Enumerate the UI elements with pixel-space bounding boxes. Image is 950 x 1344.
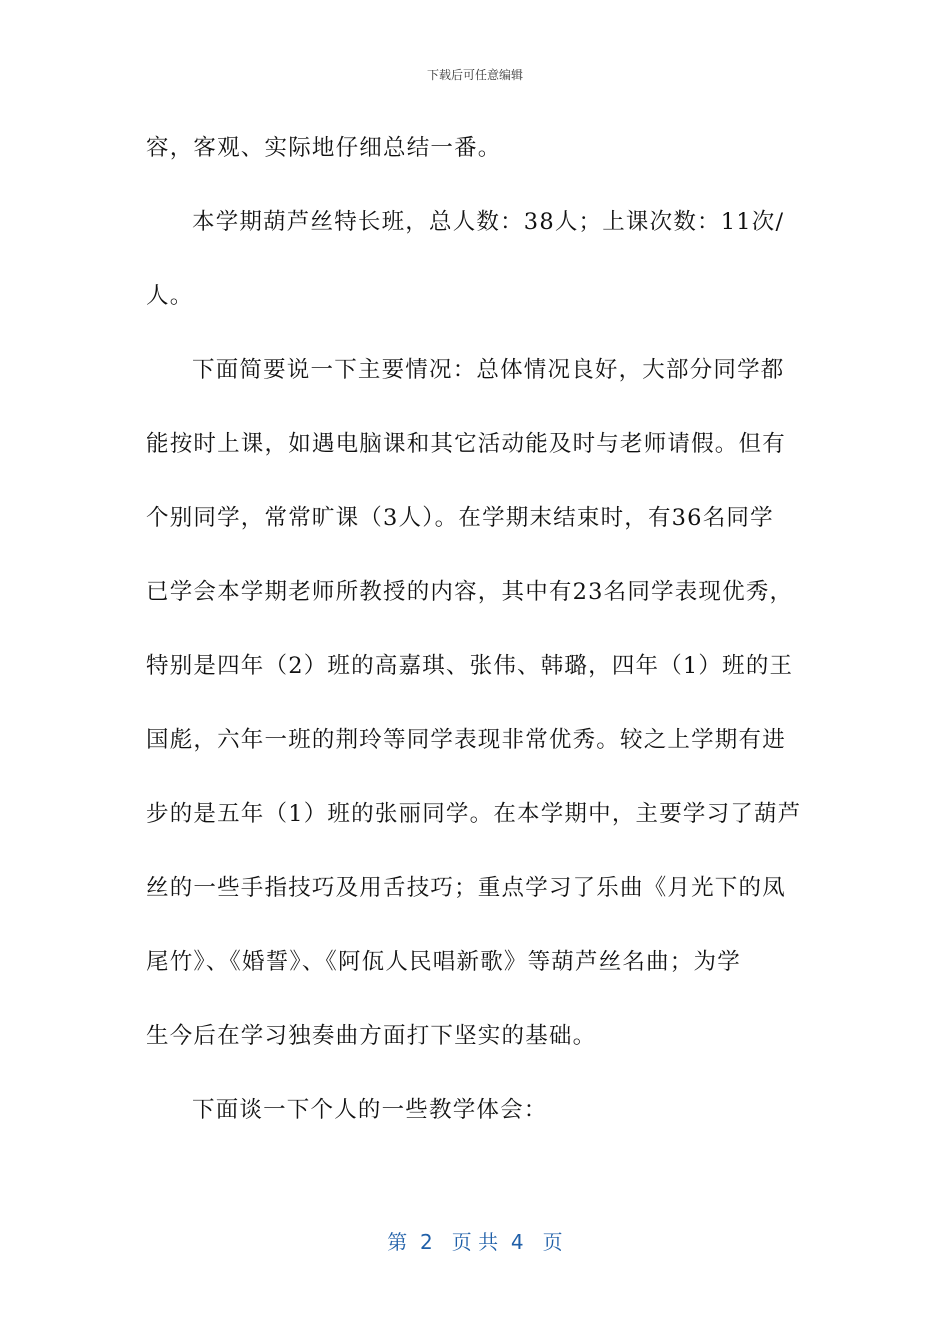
paragraph-line: 能按时上课，如遇电脑课和其它活动能及时与老师请假。但有 bbox=[146, 431, 786, 457]
paragraph-line: 特别是四年（2）班的高嘉琪、张伟、韩璐，四年（1）班的王 bbox=[146, 653, 794, 679]
paragraph-line: 丝的一些手指技巧及用舌技巧；重点学习了乐曲《月光下的凤 bbox=[146, 875, 786, 901]
paragraph-line: 尾竹》、《婚誓》、《阿佤人民唱新歌》等葫芦丝名曲；为学 bbox=[146, 949, 741, 975]
paragraph-line: 已学会本学期老师所教授的内容，其中有23名同学表现优秀， bbox=[146, 579, 794, 605]
page-header: 下载后可任意编辑 bbox=[426, 68, 523, 82]
paragraph-line: 国彪，六年一班的荆玲等同学表现非常优秀。较之上学期有进 bbox=[146, 727, 786, 753]
paragraph-line: 个别同学，常常旷课（3人）。在学期末结束时，有36名同学 bbox=[146, 505, 774, 531]
paragraph-line: 容，客观、实际地仔细总结一番。 bbox=[146, 135, 502, 161]
paragraph-line: 人。 bbox=[146, 283, 194, 309]
paragraph-line: 生今后在学习独奏曲方面打下坚实的基础。 bbox=[146, 1023, 597, 1049]
paragraph-line: 下面简要说一下主要情况：总体情况良好，大部分同学都 bbox=[192, 357, 785, 383]
paragraph-line: 步的是五年（1）班的张丽同学。在本学期中，主要学习了葫芦 bbox=[146, 801, 802, 827]
paragraph-line: 下面谈一下个人的一些教学体会： bbox=[192, 1097, 548, 1123]
paragraph-line: 本学期葫芦丝特长班，总人数：38人；上课次数：11次/ bbox=[192, 209, 785, 235]
page-number-footer: 第 2 页 共 4 页 bbox=[387, 1230, 563, 1254]
document-body bbox=[146, 118, 806, 1154]
